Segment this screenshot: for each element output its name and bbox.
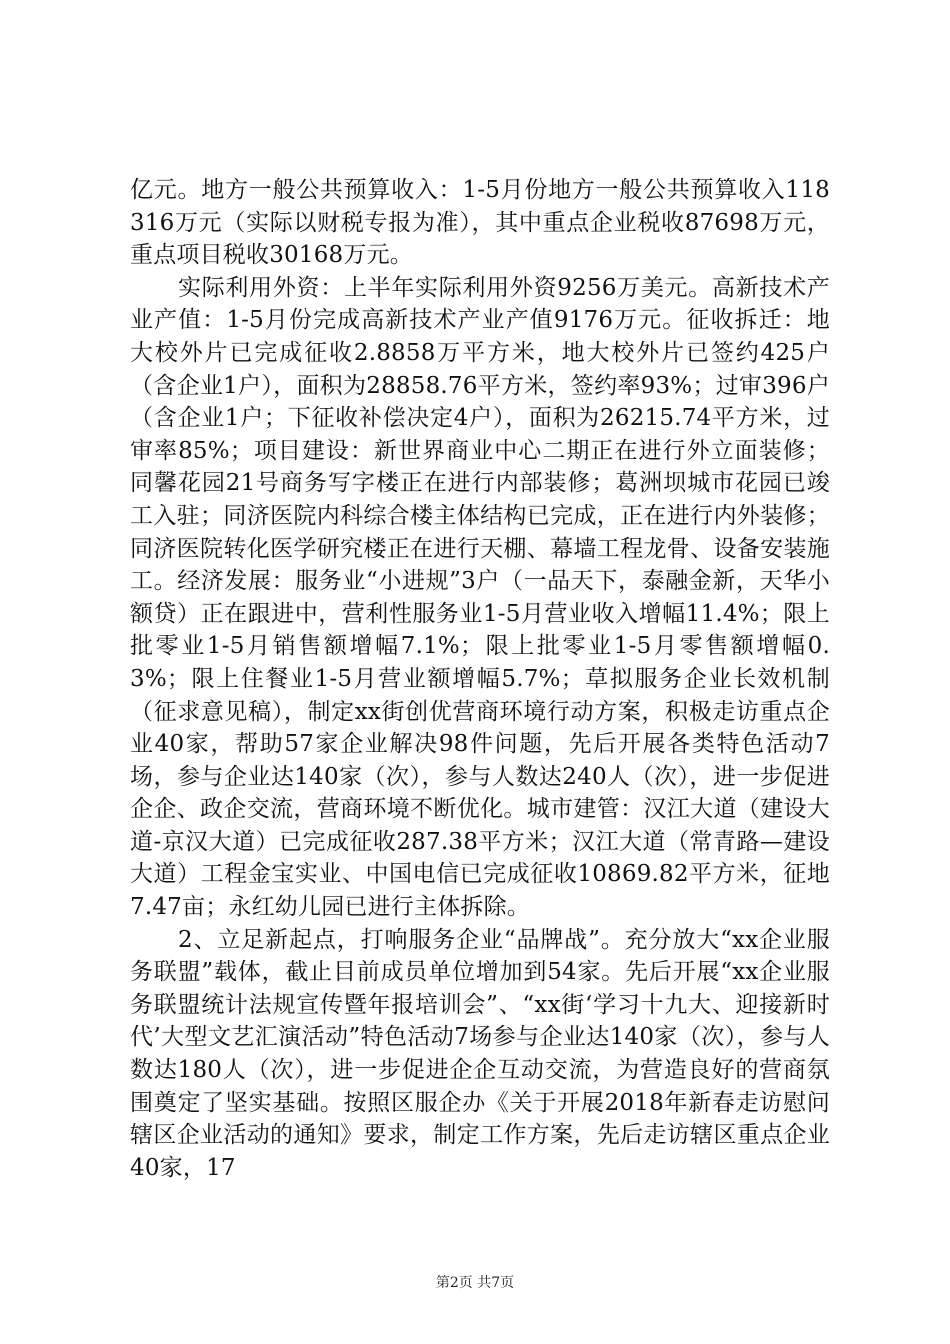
- paragraph-1: 亿元。地方一般公共预算收入：1-5月份地方一般公共预算收入118316万元（实际以财税专报为准），其中重点企业税收87698万元，重点项目税收30168万元。: [130, 177, 830, 269]
- paragraph-3: 2、立足新起点，打响服务企业“品牌战”。充分放大“xx企业服务联盟”载体，截止目前成员单位增加到54家。先后开展“xx企业服务联盟统计法规宣传暨年报培训会”、“xx街‘学习十九大、迎接新时代’大型文艺汇演活动”特色活动7场参与企业达140家（次），参与人数达180人（次），进一步促进企企互动交流，为营造良好的营商氛围奠定了坚实基础。按照区服企办《关于开展2018年新春走访慰问辖区企业活动的通知》要求，制定工作方案，先后走访辖区重点企业40家，17: [130, 926, 830, 1181]
- document-body: [130, 174, 830, 1184]
- paragraph-2: 实际利用外资：上半年实际利用外资9256万美元。高新技术产业产值：1-5月份完成高新技术产业产值9176万元。征收拆迁：地大校外片已完成征收2.8858万平方米，地大校外片已签约425户（含企业1户），面积为28858.76平方米，签约率93%；过审396户（含企业1户；下征收补偿决定4户），面积为26215.74平方米，过审率85%；项目建设：新世界商业中心二期正在进行外立面装修；同馨花园21号商务写字楼正在进行内部装修；葛洲坝城市花园已竣工入驻；同济医院内科综合楼主体结构已完成，正在进行内外装修；同济医院转化医学研究楼正在进行天棚、幕墙工程龙骨、设备安装施工。经济发展：服务业“小进规”3户（一品天下，泰融金新，天华小额贷）正在跟进中，营利性服务业1-5月营业收入增幅11.4%；限上批零业1-5月销售额增幅7.1%；限上批零业1-5月零售额增幅0.3%；限上住餐业1-5月营业额增幅5.7%；草拟服务企业长效机制（征求意见稿），制定xx街创优营商环境行动方案，积极走访重点企业40家，帮助57家企业解决98件问题，先后开展各类特色活动7场，参与企业达140家（次），参与人数达240人（次），进一步促进企企、政企交流，营商环境不断优化。城市建管：汉江大道（建设大道-京汉大道）已完成征收287.38平方米；汉江大道（常青路—建设大道）工程金宝实业、中国电信已完成征收10869.82平方米，征地7.47亩；永红幼儿园已进行主体拆除。: [130, 274, 830, 921]
- page-number-footer: 第2页 共7页: [435, 1275, 515, 1291]
